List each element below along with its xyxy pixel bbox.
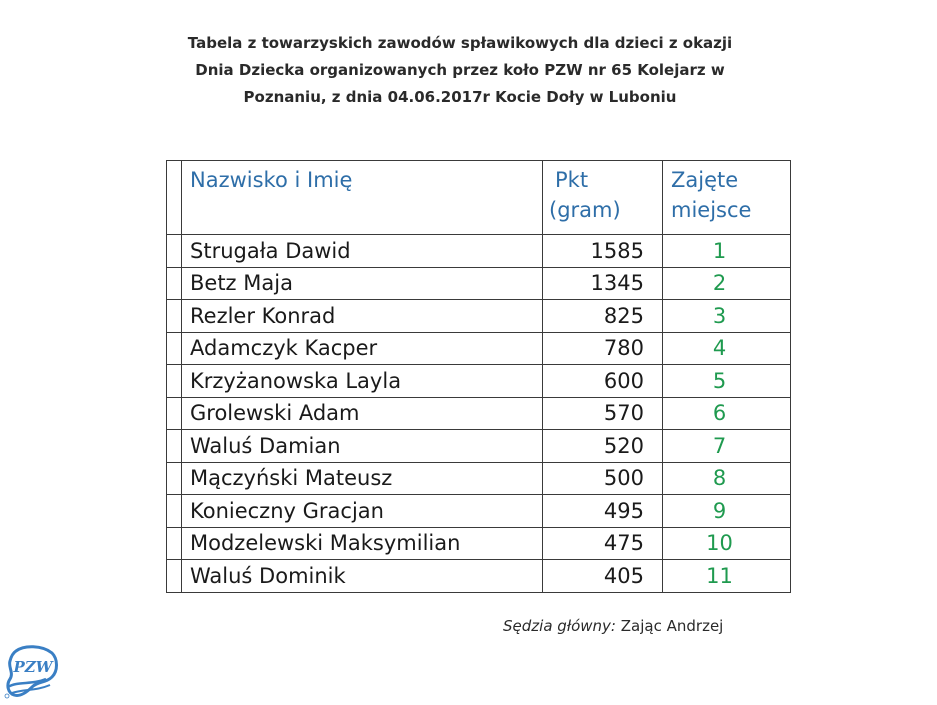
name-cell: Adamczyk Kacper: [182, 332, 543, 365]
pzw-logo-icon: [2, 645, 60, 700]
points-cell: 495: [543, 495, 663, 528]
name-cell: Krzyżanowska Layla: [182, 365, 543, 398]
header-place-line2: miejsce: [671, 198, 752, 222]
points-cell: 780: [543, 332, 663, 365]
place-cell: 6: [663, 397, 791, 430]
points-cell: 1345: [543, 267, 663, 300]
header-points: [543, 161, 663, 235]
title-line-2: Dnia Dziecka organizowanych przez koło PZW nr 65 Kolejarz w: [195, 61, 725, 79]
name-cell: Betz Maja: [182, 267, 543, 300]
table-row: [167, 560, 791, 593]
place-cell: 7: [663, 430, 791, 463]
table-row: [167, 430, 791, 463]
table-row: [167, 495, 791, 528]
points-cell: 825: [543, 300, 663, 333]
name-cell: Waluś Dominik: [182, 560, 543, 593]
name-cell: Konieczny Gracjan: [182, 495, 543, 528]
header-place-line1: Zajęte: [671, 168, 739, 192]
head-judge: [503, 617, 723, 635]
place-cell: 4: [663, 332, 791, 365]
place-cell: 3: [663, 300, 791, 333]
table-row: [167, 235, 791, 268]
document-title: [120, 30, 800, 111]
results-table: [166, 160, 791, 593]
points-cell: 475: [543, 527, 663, 560]
index-cell: [167, 495, 182, 528]
place-cell: 10: [663, 527, 791, 560]
index-cell: [167, 527, 182, 560]
table-row: [167, 365, 791, 398]
index-cell: [167, 267, 182, 300]
points-cell: 570: [543, 397, 663, 430]
table-row: [167, 300, 791, 333]
table-row: [167, 267, 791, 300]
name-cell: Waluś Damian: [182, 430, 543, 463]
header-points-line1: Pkt: [555, 168, 589, 192]
index-cell: [167, 365, 182, 398]
index-cell: [167, 462, 182, 495]
points-cell: 500: [543, 462, 663, 495]
index-cell: [167, 560, 182, 593]
name-cell: Rezler Konrad: [182, 300, 543, 333]
name-cell: Strugała Dawid: [182, 235, 543, 268]
place-cell: 11: [663, 560, 791, 593]
table-row: [167, 397, 791, 430]
header-name: Nazwisko i Imię: [182, 161, 543, 235]
points-cell: 520: [543, 430, 663, 463]
table-row: [167, 332, 791, 365]
points-cell: 600: [543, 365, 663, 398]
points-cell: 1585: [543, 235, 663, 268]
head-judge-label: Sędzia główny:: [503, 617, 616, 635]
points-cell: 405: [543, 560, 663, 593]
name-cell: Grolewski Adam: [182, 397, 543, 430]
place-cell: 9: [663, 495, 791, 528]
index-cell: [167, 300, 182, 333]
logo-text: PZW: [13, 658, 53, 676]
table-row: [167, 462, 791, 495]
header-points-line2: (gram): [549, 198, 621, 222]
head-judge-name: Zając Andrzej: [620, 617, 724, 635]
header-place: [663, 161, 791, 235]
title-line-3: Poznaniu, z dnia 04.06.2017r Kocie Doły w Luboniu: [243, 88, 677, 106]
header-index-cell: [167, 161, 182, 235]
index-cell: [167, 397, 182, 430]
name-cell: Mączyński Mateusz: [182, 462, 543, 495]
title-line-1: Tabela z towarzyskich zawodów spławikowych dla dzieci z okazji: [187, 34, 733, 52]
name-cell: Modzelewski Maksymilian: [182, 527, 543, 560]
table-header-row: [167, 161, 791, 235]
index-cell: [167, 430, 182, 463]
index-cell: [167, 235, 182, 268]
index-cell: [167, 332, 182, 365]
table-row: [167, 527, 791, 560]
place-cell: 1: [663, 235, 791, 268]
place-cell: 5: [663, 365, 791, 398]
place-cell: 8: [663, 462, 791, 495]
place-cell: 2: [663, 267, 791, 300]
